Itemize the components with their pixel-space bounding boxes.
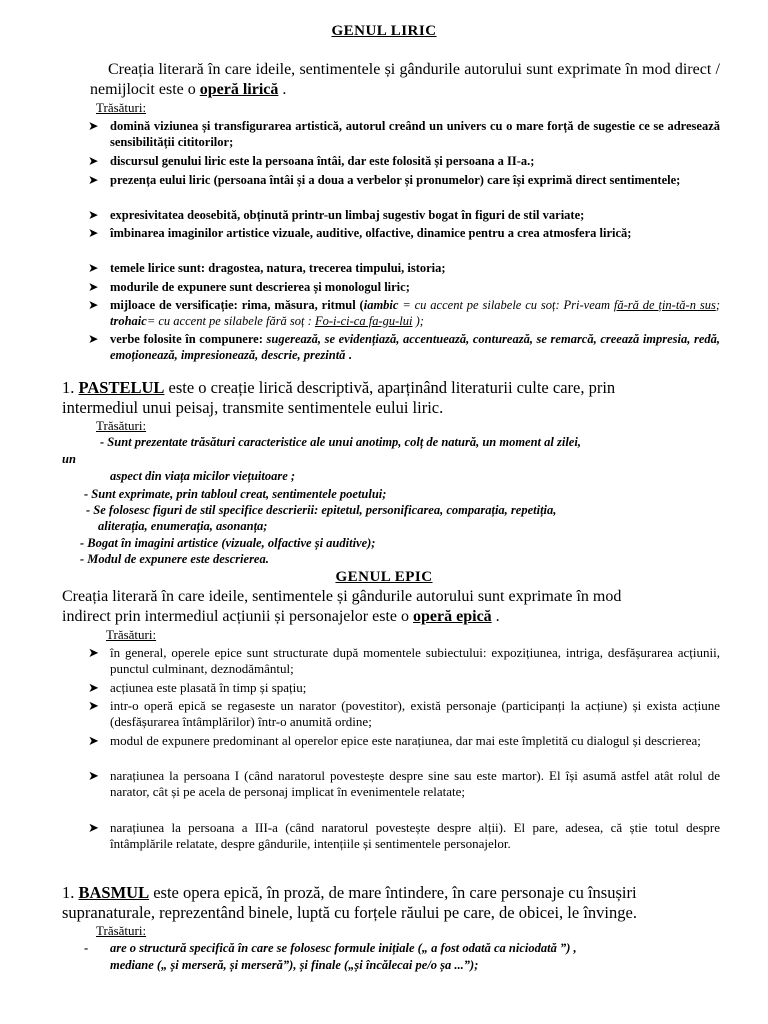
list-item [88, 153, 720, 169]
list-item [88, 698, 720, 730]
pastel-item: - Sunt prezentate trăsături caracteristice ale unui anotimp, colț de natură, un moment al zilei, [100, 435, 581, 449]
basm-definition [62, 883, 722, 923]
list-item-text: îmbinarea imaginilor artistice vizuale, auditive, olfactive, dinamice pentru a crea atmosfera lirică; [110, 226, 632, 240]
list-item-text: intr-o operă epică se regaseste un narator (povestitor), există personaje (participanți la acțiune) și exista acțiune (desfășurarea întâmplărilor) într-o anumită ordine; [110, 698, 720, 729]
list-item-text: prezența eului liric (persoana întâi și a doua a verbelor și pronumelor) care își exprimă direct sentimentele; [110, 173, 681, 187]
basm-def-line-2: supranaturale, reprezentând binele, luptă cu forțele răului pe care, de obicei, le învinge. [62, 903, 637, 922]
epic-intro-end: . [491, 608, 500, 625]
list-item [88, 260, 720, 276]
list-item [88, 680, 720, 696]
pastel-item: un [62, 452, 76, 466]
basm-item-line-2: mediane („ și merseră, și merseră”), și finale („și încălecai pe/o șa ...”); [110, 958, 479, 972]
trochee-definition: = cu accent pe silabele fără soț : [146, 314, 315, 328]
arrow-bullet-icon: ➤ [88, 298, 99, 312]
list-item [88, 118, 720, 150]
list-item-text: narațiunea la persoana I (când naratorul povestește despre sine sau este martor). El își asumă astfel atât rolul de narator, cât și pe acela de personaj implicat în evenimentele relatate; [110, 768, 720, 799]
list-item [88, 207, 720, 223]
arrow-bullet-icon: ➤ [88, 154, 99, 168]
basm-features-label: Trăsături: [96, 923, 147, 938]
list-item-verbs [88, 331, 720, 363]
pastel-item: aspect din viața micilor viețuitoare ; [110, 469, 296, 483]
list-item [88, 279, 720, 295]
arrow-bullet-icon: ➤ [88, 208, 99, 222]
list-item-versification [88, 297, 720, 329]
arrow-bullet-icon: ➤ [88, 280, 99, 294]
list-item-text: discursul genului liric este la persoana întâi, dar este folosită și persoana a II-a.; [110, 154, 535, 168]
versification-text [110, 297, 720, 329]
epic-intro-line-1: Creația literară în care ideile, sentimentele și gândurile autorului sunt exprimate în mod [62, 588, 622, 605]
pastel-def-line-1: este o creație lirică descriptivă, aparținând literaturii culte care, prin [164, 378, 616, 397]
basm-number: 1. [62, 883, 79, 902]
arrow-bullet-icon: ➤ [88, 680, 99, 695]
list-item [88, 768, 720, 800]
list-item [88, 645, 720, 677]
pastel-def-line-2: intermediul unui peisaj, transmite sentimentele eului liric. [62, 398, 444, 417]
list-item-text: modurile de expunere sunt descrierea și monologul liric; [110, 280, 410, 294]
arrow-bullet-icon: ➤ [88, 733, 99, 748]
basm-term: BASMUL [78, 883, 150, 902]
iamb-example-underlined: fă-ră de țin-tă-n sus [613, 298, 716, 312]
basm-def-line-1: este opera epică, în proză, de mare întindere, în care personaje cu însușiri [149, 883, 637, 902]
arrow-bullet-icon: ➤ [88, 261, 99, 275]
list-item [88, 225, 720, 241]
list-item-text: expresivitatea deosebită, obținută printr-un limbaj sugestiv bogat în figuri de stil variate; [110, 208, 585, 222]
list-item [88, 172, 720, 188]
arrow-bullet-icon: ➤ [88, 645, 99, 660]
arrow-bullet-icon: ➤ [88, 768, 99, 783]
epic-intro-term: operă epică [413, 608, 492, 625]
verbs-list-1: sugerează, se evidențiază, accentuează, conturează, se remarcă, [266, 332, 597, 346]
iamb-definition: = cu accent pe silabele cu soț: [398, 298, 564, 312]
versification-end: ); [412, 314, 424, 328]
arrow-bullet-icon: ➤ [88, 226, 99, 240]
list-item-text: în general, operele epice sunt structurate după momentele subiectului: expozițiunea, intriga, desfășurarea acțiunii, punctul culminant, deznodământul; [110, 645, 720, 676]
iamb-term: iambic [363, 298, 399, 312]
arrow-bullet-icon: ➤ [88, 173, 99, 187]
lyric-intro [90, 60, 720, 100]
basm-dash: - [84, 941, 89, 955]
arrow-bullet-icon: ➤ [88, 698, 99, 713]
pastel-term: PASTELUL [78, 378, 165, 397]
lyric-features-label: Trăsături: [96, 100, 147, 115]
verbs-text [110, 331, 720, 363]
epic-intro [62, 587, 722, 627]
epic-features-label: Trăsături: [106, 627, 157, 642]
lyric-intro-end: . [278, 81, 287, 98]
list-item-text: acțiunea este plasată în timp și spațiu; [110, 680, 307, 695]
trochee-example: Fo-i-ci-ca fa-gu-lui [314, 314, 413, 328]
versification-lead: mijloace de versificație: rima, măsura, ritmul ( [110, 298, 364, 312]
pastel-item: aliterația, enumerația, asonanța; [98, 519, 268, 533]
lyric-intro-text: Creația literară în care ideile, sentimentele și gândurile autorului sunt exprimate în mod direct / nemijlocit este o [90, 61, 720, 98]
list-item [88, 733, 720, 749]
lyric-heading: GENUL LIRIC [331, 23, 437, 39]
verbs-end: . [345, 348, 352, 362]
arrow-bullet-icon: ➤ [88, 820, 99, 835]
list-item-text: narațiunea la persoana a III-a (când naratorul povestește despre alții). El pare, adesea, că știe totul despre întâmplările relatate, despre gândurile, intențiile și sentimentele personajelor. [110, 820, 720, 851]
pastel-features-label: Trăsături: [96, 418, 147, 433]
trochee-term: trohaic [110, 314, 147, 328]
pastel-number: 1. [62, 378, 79, 397]
arrow-bullet-icon: ➤ [88, 119, 99, 133]
list-item-text: temele lirice sunt: dragostea, natura, trecerea timpului, istoria; [110, 261, 446, 275]
list-item-text: modul de expunere predominant al operelor epice este narațiunea, dar mai este împletită cu dialogul și descrierea; [110, 733, 701, 748]
versification-separator: ; [715, 298, 720, 312]
epic-intro-line-2: indirect prin intermediul acțiunii și personajelor este o [62, 608, 414, 625]
lyric-intro-term: operă lirică [199, 81, 279, 98]
pastel-definition [62, 378, 720, 418]
epic-heading: GENUL EPIC [335, 569, 433, 585]
iamb-example: Pri-veam [563, 298, 611, 312]
pastel-item: - Se folosesc figuri de stil specifice descrierii: epitetul, personificarea, comparația, repetiția, [86, 503, 557, 517]
basm-item-line-1: are o structură specifică în care se folosesc formule inițiale („ a fost odată ca niciodată ”) , [110, 941, 577, 955]
verbs-lead: verbe folosite în compunere: [110, 332, 267, 346]
pastel-item: - Bogat în imagini artistice (vizuale, olfactive și auditive); [80, 536, 376, 550]
arrow-bullet-icon: ➤ [88, 332, 99, 346]
list-item-text: domină viziunea și transfigurarea artistică, autorul creând un univers cu o mare forță de sugestie ce se adresează sensibilității cititorilor; [110, 119, 720, 149]
pastel-item: - Sunt exprimate, prin tabloul creat, sentimentele poetului; [84, 487, 387, 501]
pastel-item: - Modul de expunere este descrierea. [80, 552, 269, 566]
verbs-list-2: creează impresia, redă, emoționează, impresionează, descrie, prezintă [110, 332, 721, 362]
list-item [88, 820, 720, 852]
